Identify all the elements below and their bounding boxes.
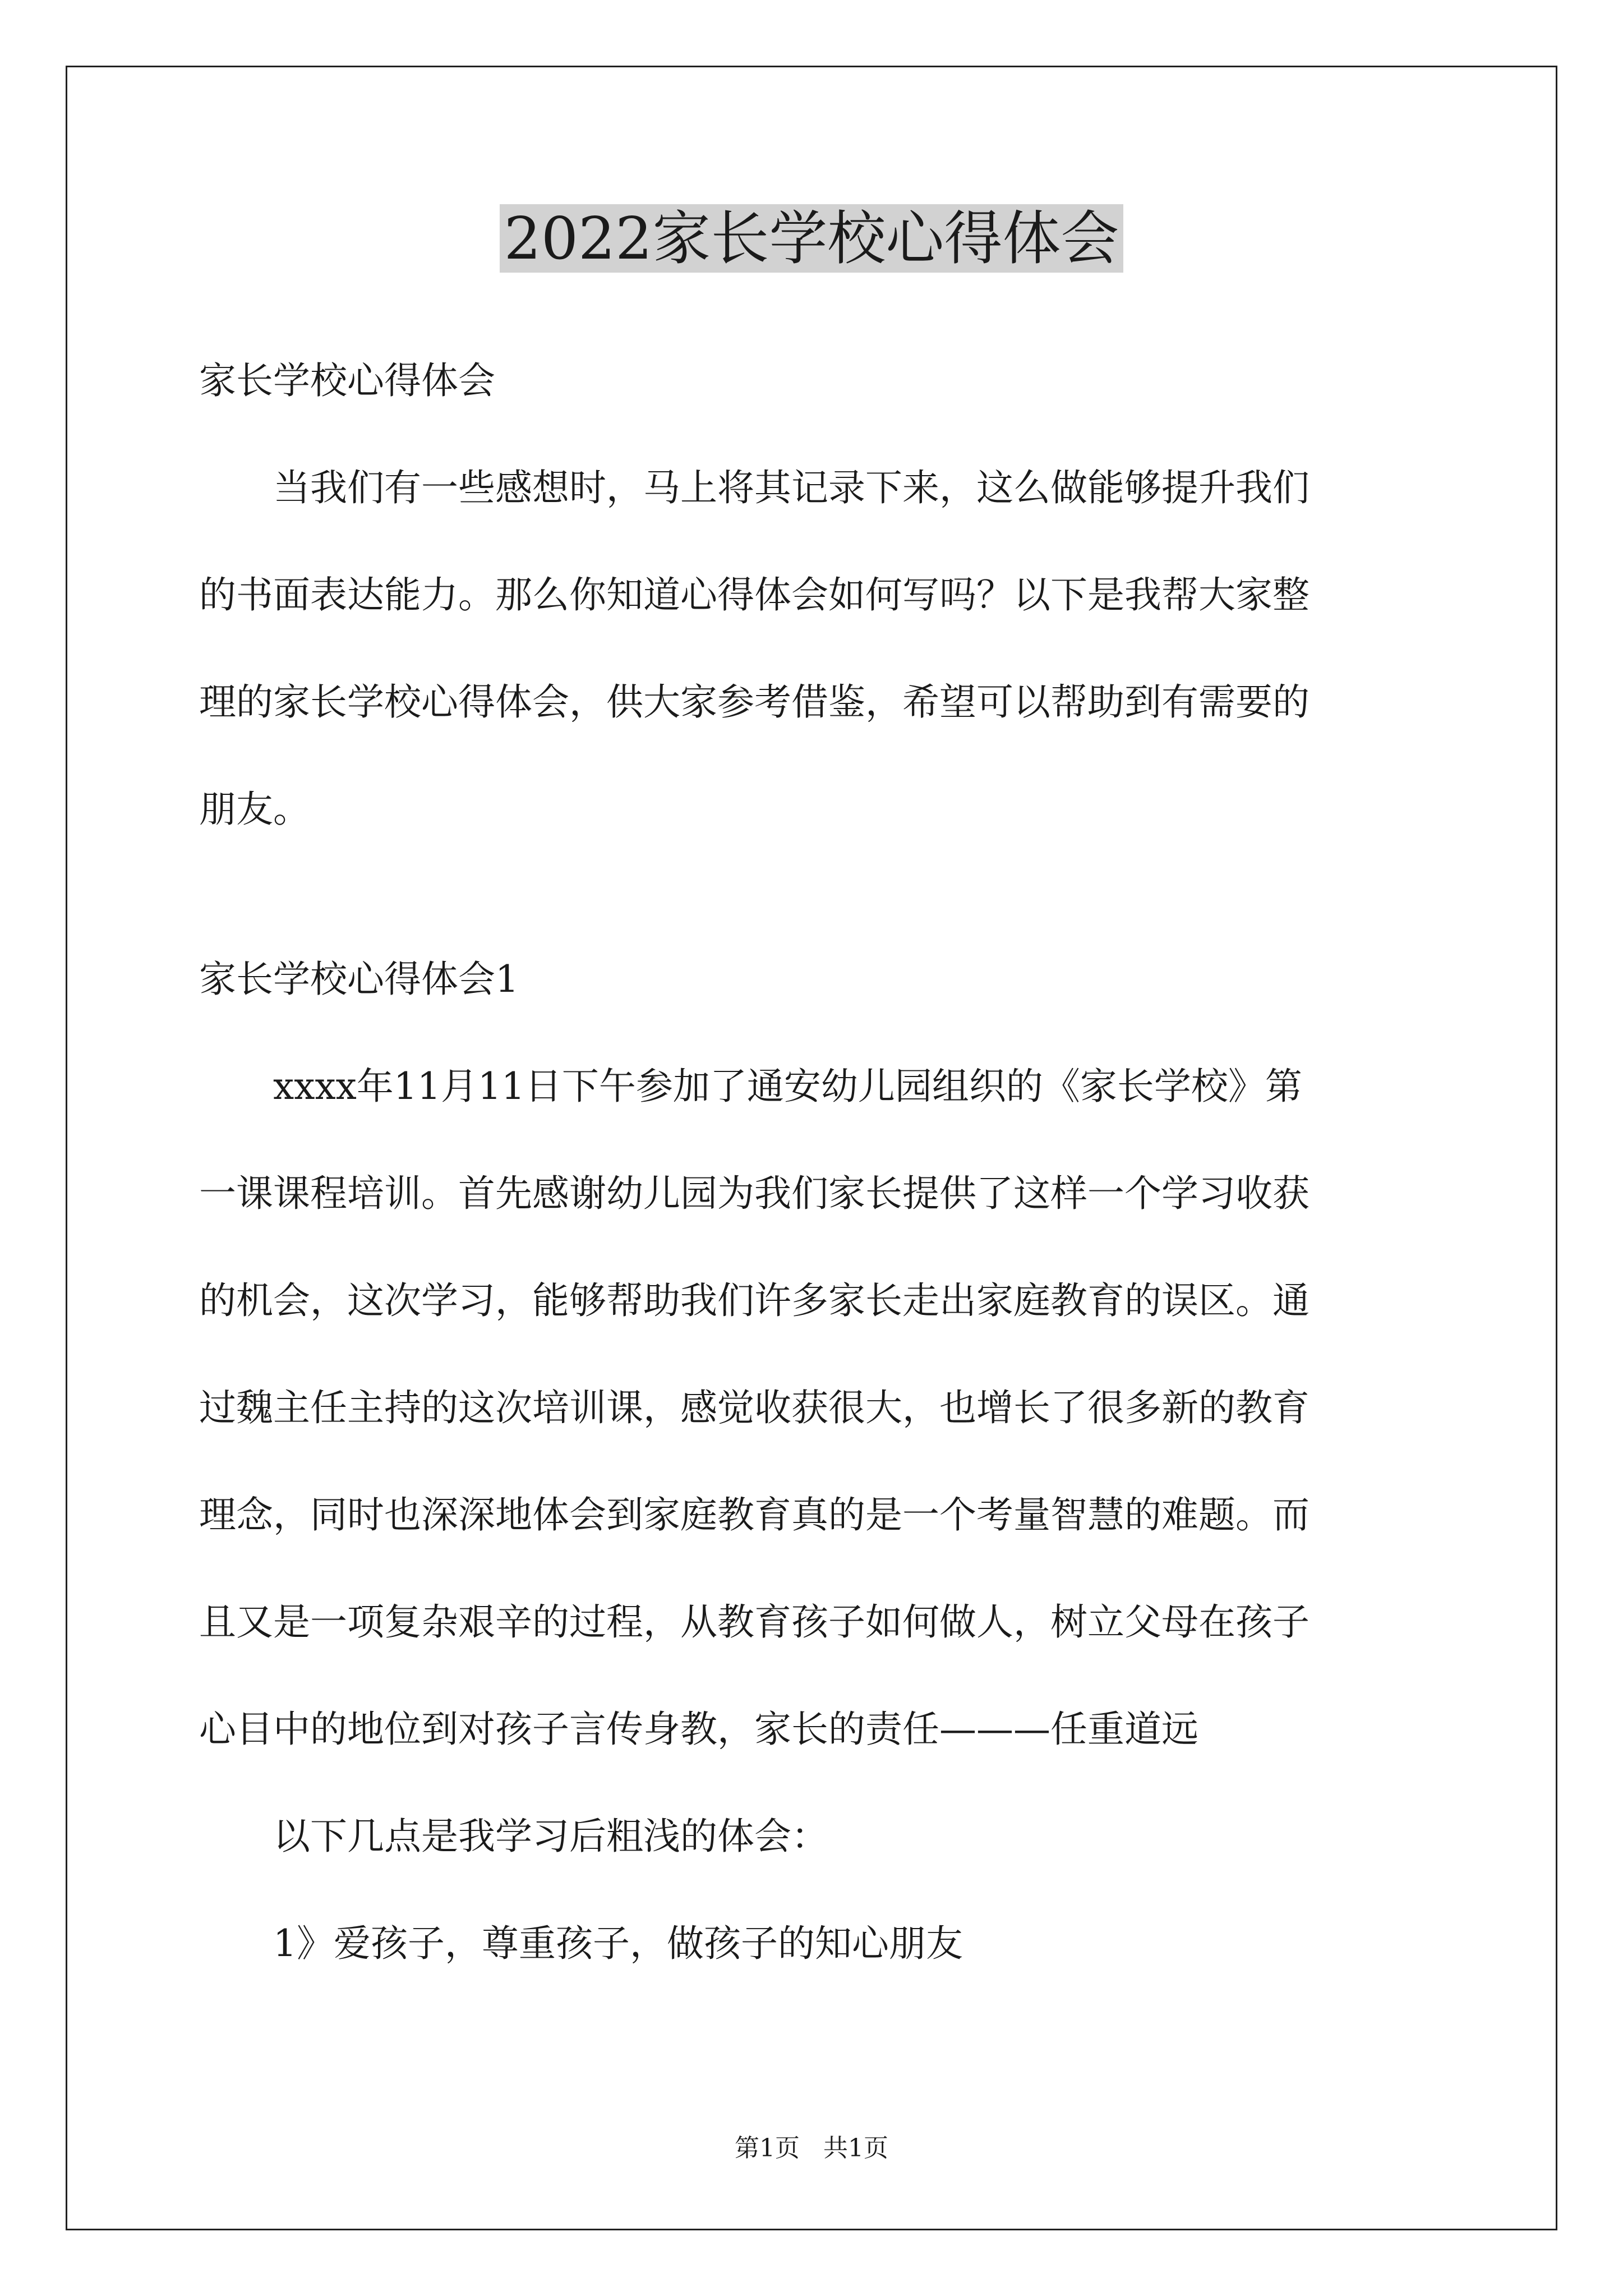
body-line: 一课课程培训。首先感谢幼儿园为我们家长提供了这样一个学习收获 <box>199 1172 1310 1215</box>
intro-line: 理的家长学校心得体会，供大家参考借鉴，希望可以帮助到有需要的 <box>199 680 1310 724</box>
body-line: 且又是一项复杂艰辛的过程，从教育孩子如何做人，树立父母在孩子 <box>199 1600 1310 1644</box>
page-number: 第1页 共1页 <box>735 2134 888 2162</box>
document-title-text: 2022家长学校心得体会 <box>500 204 1124 273</box>
body-line: 心目中的地位到对孩子言传身教，家长的责任———任重道远 <box>199 1708 1198 1751</box>
section-heading: 家长学校心得体会1 <box>199 958 519 1001</box>
document-subtitle: 家长学校心得体会 <box>199 359 495 402</box>
points-intro: 以下几点是我学习后粗浅的体会： <box>273 1815 828 1858</box>
body-line: 理念，同时也深深地体会到家庭教育真的是一个考量智慧的难题。而 <box>199 1493 1310 1536</box>
intro-line: 当我们有一些感想时，马上将其记录下来，这么做能够提升我们 <box>273 466 1310 509</box>
body-line: xxxx年11月11日下午参加了通安幼儿园组织的《家长学校》第 <box>273 1065 1302 1108</box>
page-footer <box>0 2132 1623 2165</box>
intro-paragraph <box>199 434 1433 863</box>
body-line: 过魏主任主持的这次培训课，感觉收获很大，也增长了很多新的教育 <box>199 1386 1310 1429</box>
document-title <box>0 199 1623 278</box>
intro-line: 的书面表达能力。那么你知道心得体会如何写吗？以下是我帮大家整 <box>199 573 1310 616</box>
point-item: 1》爱孩子，尊重孩子，做孩子的知心朋友 <box>273 1922 963 1965</box>
body-line: 的机会，这次学习，能够帮助我们许多家长走出家庭教育的误区。通 <box>199 1279 1310 1322</box>
body-paragraph <box>199 1033 1433 1783</box>
intro-line: 朋友。 <box>199 788 310 831</box>
